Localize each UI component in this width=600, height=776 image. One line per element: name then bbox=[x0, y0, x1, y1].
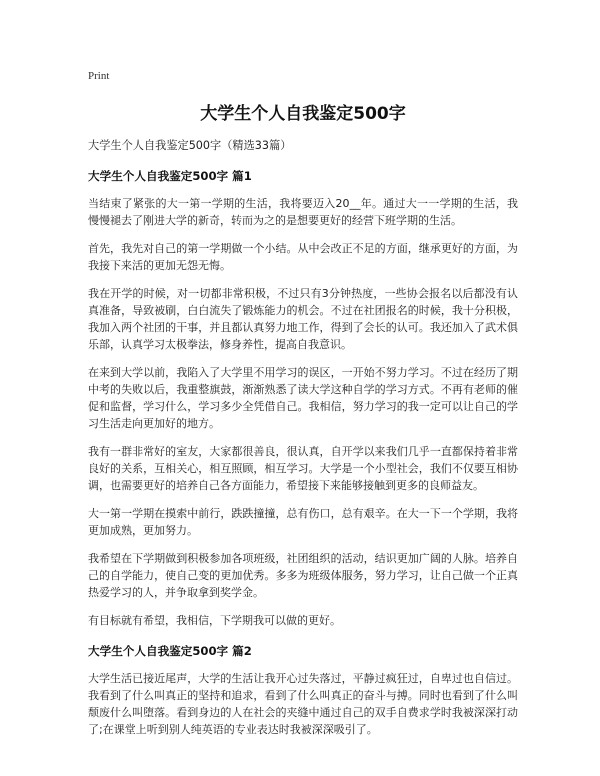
paragraph: 在来到大学以前，我陷入了大学里不用学习的误区，一开始不努力学习。不过在经历了期中考的失败以后，我重整旗鼓，渐渐熟悉了读大学这种自学的学习方式。不再有老师的催促和监督，学习什么，学习多少全凭借自己。我相信，努力学习的我一定可以让自己的学习生活走向更加好的地方。 bbox=[88, 366, 518, 430]
document-title: 大学生个人自我鉴定500字 bbox=[200, 104, 406, 124]
section-heading: 大学生个人自我鉴定500字 篇2 bbox=[88, 644, 252, 658]
paragraph: 有目标就有希望，我相信，下学期我可以做的更好。 bbox=[88, 614, 341, 627]
document-page bbox=[88, 68, 518, 738]
paragraph: 大一第一学期在摸索中前行，跌跌撞撞，总有伤口，总有艰辛。在大一下一个学期，我将更加成熟，更加努力。 bbox=[88, 507, 518, 537]
paragraph: 我有一群非常好的室友，大家都很善良，很认真，自开学以来我们几乎一直都保持着非常良好的关系，互相关心，相互照顾，相互学习。大学是一个小型社会，我们不仅要互相协调，也需要更好的培养自己各方面能力，希望接下来能够接触到更多的良师益友。 bbox=[88, 445, 518, 492]
paragraph: 当结束了紧张的大一第一学期的生活，我将要迈入20__年。通过大一一学期的生活，我慢慢褪去了刚进大学的新奇，转而为之的是想要更好的经营下班学期的生活。 bbox=[88, 197, 518, 227]
section-heading: 大学生个人自我鉴定500字 篇1 bbox=[88, 169, 252, 183]
paragraph: 大学生活已接近尾声，大学的生活让我开心过失落过，平静过疯狂过，自卑过也自信过。我看到了什么叫真正的坚持和追求，看到了什么叫真正的奋斗与搏。同时也看到了什么叫颓废什么叫堕落。看到身边的人在社会的夹缝中通过自己的双手自费求学时我被深深打动了;在课堂上听到别人纯英语的专业表达时我被深深吸引了。 bbox=[88, 672, 518, 736]
section-1 bbox=[88, 168, 518, 629]
document-subtitle: 大学生个人自我鉴定500字（精选33篇） bbox=[88, 139, 292, 152]
paragraph: 我在开学的时候，对一切都非常积极，不过只有3分钟热度，一些协会报名以后都没有认真准备，导致被刷，白白流失了锻炼能力的机会。不过在社团报名的时候，我十分积极，我加入两个社团的干事，并且都认真努力地工作，得到了会长的认可。我还加入了武术俱乐部，认真学习太极拳法，修身养性，提高自我意识。 bbox=[88, 287, 518, 351]
paragraph: 首先，我先对自己的第一学期做一个小结。从中会改正不足的方面，继承更好的方面，为我接下来活的更加无怨无悔。 bbox=[88, 242, 518, 272]
section-2 bbox=[88, 643, 518, 738]
print-link[interactable]: Print bbox=[88, 70, 110, 82]
paragraph: 我希望在下学期做到积极参加各项班级，社团组织的活动，结识更加广阔的人脉。培养自己的自学能力，使自己变的更加优秀。多多为班级体服务，努力学习，让自己做一个正真热爱学习的人，并争取拿到奖学金。 bbox=[88, 552, 518, 599]
